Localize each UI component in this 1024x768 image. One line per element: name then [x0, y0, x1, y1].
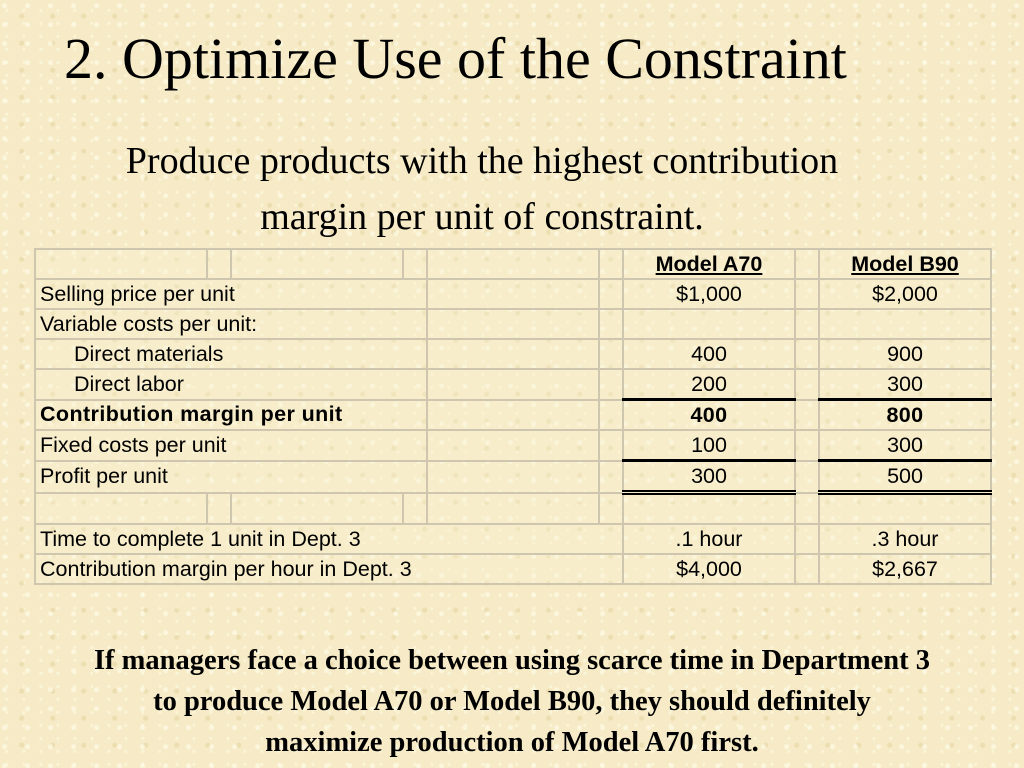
table-header-row	[35, 249, 991, 279]
value-a70: 200	[623, 369, 795, 400]
row-label: Contribution margin per unit	[35, 400, 427, 431]
value-a70: .1 hour	[623, 524, 795, 554]
value-a70: $4,000	[623, 554, 795, 584]
value-b90: 800	[819, 400, 991, 431]
table-row	[35, 461, 991, 493]
table-row	[35, 400, 991, 431]
constraint-table-wrapper	[34, 248, 992, 585]
conclusion-text	[0, 640, 1024, 763]
table-row	[35, 369, 991, 400]
conclusion-line-1: If managers face a choice between using scarce time in Department 3	[93, 645, 931, 676]
conclusion-line-2: to produce Model A70 or Model B90, they should definitely	[153, 686, 871, 717]
table-row	[35, 554, 991, 584]
value-a70: 400	[623, 339, 795, 369]
row-label: Contribution margin per hour in Dept. 3	[35, 554, 623, 584]
row-label: Selling price per unit	[35, 279, 427, 309]
value-a70	[623, 309, 795, 339]
row-label: Direct materials	[35, 339, 427, 369]
slide-title: 2. Optimize Use of the Constraint	[64, 26, 847, 91]
table-spacer-row	[35, 493, 991, 525]
row-label: Variable costs per unit:	[35, 309, 427, 339]
constraint-table	[34, 248, 992, 585]
table-row	[35, 309, 991, 339]
row-label: Direct labor	[35, 369, 427, 400]
header-model-b90: Model B90	[819, 249, 991, 279]
value-b90: 300	[819, 430, 991, 461]
subtitle-line-1: Produce products with the highest contribution	[125, 140, 839, 182]
value-b90: $2,000	[819, 279, 991, 309]
value-a70: 400	[623, 400, 795, 431]
slide-subtitle	[0, 133, 964, 245]
table-row	[35, 279, 991, 309]
value-a70: $1,000	[623, 279, 795, 309]
value-a70: 100	[623, 430, 795, 461]
subtitle-line-2: margin per unit of constraint.	[260, 196, 704, 238]
row-label: Fixed costs per unit	[35, 430, 427, 461]
header-model-a70: Model A70	[623, 249, 795, 279]
value-b90: .3 hour	[819, 524, 991, 554]
row-label: Profit per unit	[35, 461, 427, 493]
value-a70: 300	[623, 461, 795, 493]
table-row	[35, 524, 991, 554]
row-label: Time to complete 1 unit in Dept. 3	[35, 524, 623, 554]
value-b90: $2,667	[819, 554, 991, 584]
value-b90: 300	[819, 369, 991, 400]
table-row	[35, 339, 991, 369]
table-row	[35, 430, 991, 461]
value-b90	[819, 309, 991, 339]
value-b90: 900	[819, 339, 991, 369]
conclusion-line-3: maximize production of Model A70 first.	[265, 727, 759, 758]
value-b90: 500	[819, 461, 991, 493]
